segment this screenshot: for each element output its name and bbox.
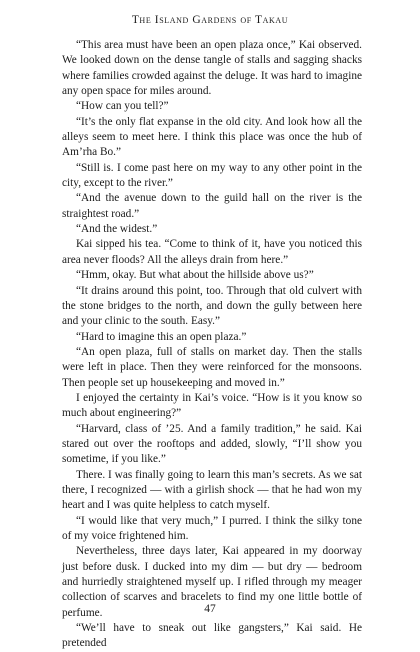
paragraph: “Hard to imagine this an open plaza.” bbox=[76, 330, 247, 343]
paragraph: “It drains around this point, too. Through that old culvert with the stone bridges to the north, and down the gully between here and your clinic to the south. Easy.” bbox=[62, 284, 362, 328]
paragraph: Nevertheless, three days later, Kai appeared in my doorway just before dusk. I ducked into my dim — but dry — bedroom and hurriedly straightened myself up. I rifled through my meager collection of scarves and bracelets to find my one little bottle of perfume. bbox=[62, 545, 362, 619]
paragraph: “Still is. I come past here on my way to any other point in the city, except to the river.” bbox=[62, 161, 362, 190]
paragraph: “We’ll have to sneak out like gangsters,” Kai said. He pretended bbox=[62, 622, 362, 650]
page-number: 47 bbox=[204, 603, 216, 615]
paragraph: “I would like that very much,” I purred. I think the silky tone of my voice frightened him. bbox=[62, 514, 362, 542]
paragraph: “Harvard, class of ’25. And a family tradition,” he said. Kai stared out over the rooftops and added, slowly, “I’ll show you sometime, if you like.” bbox=[62, 422, 362, 466]
paragraph: I enjoyed the certainty in Kai’s voice. “How is it you know so much about engineering?” bbox=[62, 391, 362, 420]
paragraph: There. I was finally going to learn this man’s secrets. As we sat there, I recognized — with a girlish shock — that he had won my heart and I was quite helpless to catch myself. bbox=[62, 468, 362, 512]
paragraph: “It’s the only flat expanse in the old city. And look how all the alleys seem to meet here. I think this place was once the hub of Am’rha Bo.” bbox=[62, 115, 362, 159]
running-head: The Island Gardens of Takau bbox=[131, 14, 289, 26]
body-text bbox=[62, 38, 362, 652]
paragraph: “An open plaza, full of stalls on market day. Then the stalls were left in place. Then they were reinforced for the monsoons. Then people set up housekeeping and moved in.” bbox=[62, 345, 362, 389]
paragraph: “And the avenue down to the guild hall on the river is the straightest road.” bbox=[62, 192, 362, 220]
paragraph: “Hmm, okay. But what about the hillside above us?” bbox=[76, 269, 314, 282]
paragraph: Kai sipped his tea. “Come to think of it, have you noticed this area never floods? All the alleys drain from here.” bbox=[62, 238, 362, 266]
paragraph: “And the widest.” bbox=[76, 223, 158, 236]
paragraph: “How can you tell?” bbox=[76, 100, 169, 113]
paragraph: “This area must have been an open plaza once,” Kai observed. We looked down on the dense tangle of stalls and sagging shacks where families crowded against the deluge. It was hard to imagine any open space for miles around. bbox=[62, 39, 362, 98]
